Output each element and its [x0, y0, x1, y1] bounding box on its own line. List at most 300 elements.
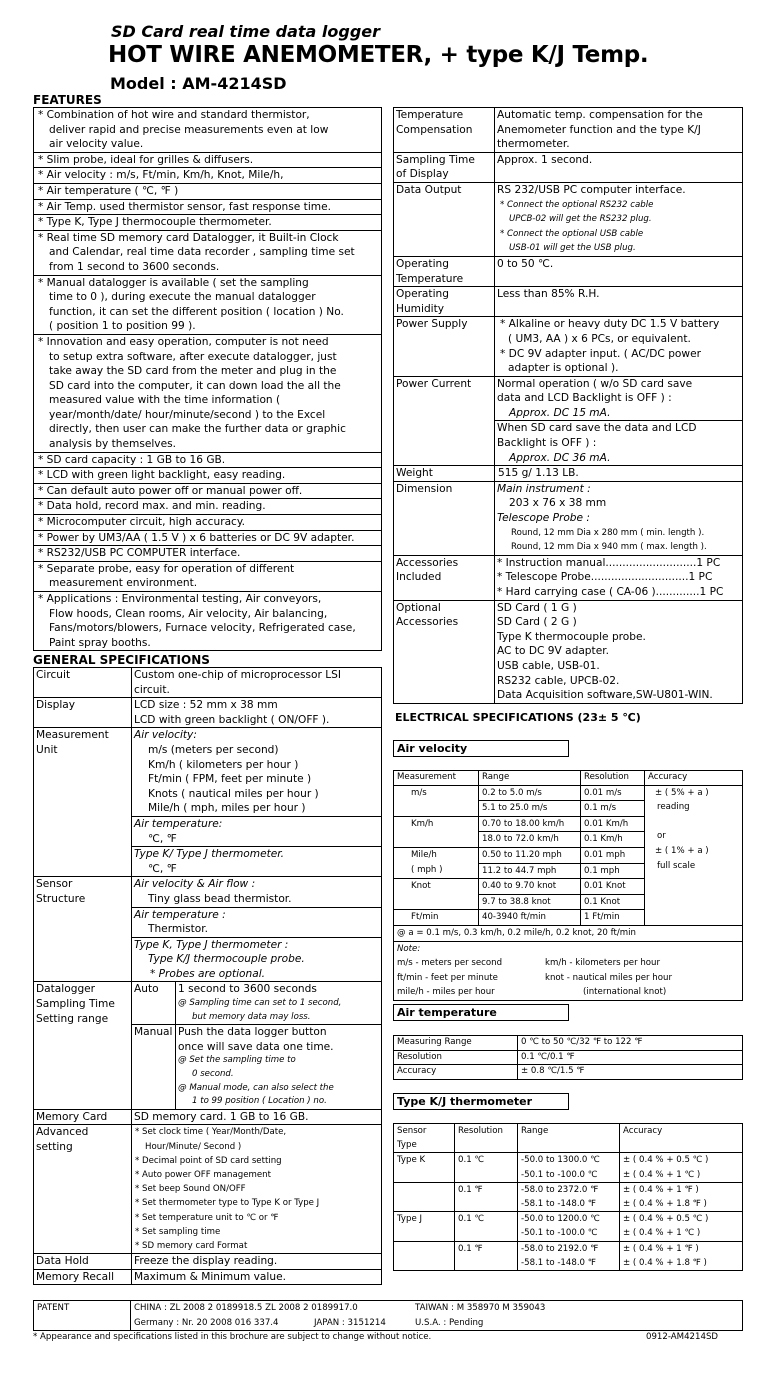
spec-label: Display [34, 698, 132, 728]
spec-note: UPCB-02 will get the RS232 plug. [509, 214, 652, 225]
range-line: -50.0 to 1200.0 ℃ [521, 1214, 600, 1225]
resolution-cell: 0.1 m/s [581, 801, 645, 817]
spec-label: Power Supply [394, 317, 495, 376]
feature-item [34, 499, 382, 515]
electrical-specs-title: ELECTRICAL SPECIFICATIONS (23± 5 ℃) [395, 711, 641, 724]
spec-line: Ft/min ( FPM, feet per minute ) [148, 773, 312, 786]
feature-text: * Innovation and easy operation, computer is not need to setup extra software, after execute datalogger, just take away the SD card from the meter and plug in the SD card into the computer, it can down load the all the measured value with the time information ( year/month/date/ hour/minute/second ) to the Excel directly, then user can make the further data or graphic analysis by themselves. [38, 335, 346, 451]
row-value: ± 0.8 ℃/1.5 ℉ [518, 1065, 743, 1080]
patent-table [33, 1300, 743, 1331]
spec-line: Thermistor. [148, 923, 209, 936]
accuracy-line: ± ( 0.4 % + 0.5 ℃ ) [623, 1155, 709, 1166]
thermometer-table [393, 1123, 743, 1271]
table-row [394, 1182, 743, 1211]
feature-row [34, 592, 382, 651]
spec-value: Maximum & Minimum value. [132, 1269, 382, 1285]
unit-cell [394, 910, 479, 926]
spec-value: Custom one-chip of microprocessor LSI circuit. [132, 668, 382, 698]
general-specs-title: GENERAL SPECIFICATIONS [33, 653, 210, 667]
spec-label-line: of Display [396, 168, 449, 181]
spec-line: * Auto power OFF management [135, 1170, 271, 1181]
range-cell [518, 1153, 620, 1182]
feature-item [34, 334, 382, 452]
general-specs-table [33, 667, 382, 1285]
range-line: -50.1 to -100.0 ℃ [521, 1169, 598, 1180]
spec-value [132, 698, 382, 728]
column-header [394, 1124, 455, 1153]
spec-note: 1 to 99 position ( Location ) no. [192, 1096, 327, 1107]
note-line: mile/h - miles per hour [397, 987, 495, 998]
spec-row-optional-accessories [394, 600, 743, 703]
spec-label-line: Accessories [396, 616, 459, 629]
accuracy-line: ± ( 0.4 % + 0.5 ℃ ) [623, 1214, 709, 1225]
accuracy-cell [620, 1182, 743, 1211]
unit-cell [394, 816, 479, 847]
feature-item [34, 199, 382, 215]
feature-item [34, 230, 382, 275]
range-cell: 18.0 to 72.0 km/h [479, 832, 581, 848]
feature-item [34, 468, 382, 484]
spec-line: Air velocity & Air flow : [134, 878, 256, 891]
spec-line: Approx. DC 36 mA. [509, 451, 611, 464]
range-cell: 0.50 to 11.20 mph [479, 847, 581, 863]
spec-note: but memory data may loss. [192, 1011, 311, 1022]
spec-line: once will save data one time. [178, 1040, 334, 1053]
spec-line: AC to DC 9V adapter. [497, 645, 609, 658]
feature-item [34, 275, 382, 334]
patent-usa: U.S.A. : Pending [415, 1317, 484, 1328]
spec-label-line: Humidity [396, 302, 445, 315]
spec-label [394, 600, 495, 703]
feature-row [34, 530, 382, 546]
feature-row [34, 183, 382, 199]
spec-row-data-output [394, 182, 743, 256]
note-line: ft/min - feet per minute [397, 972, 498, 983]
spec-label [394, 555, 495, 600]
resolution-cell: 0.1 Knot [581, 894, 645, 910]
spec-line: Round, 12 mm Dia x 280 mm ( min. length ). [511, 527, 705, 538]
table-row [394, 785, 743, 801]
note-line: km/h - kilometers per hour [545, 958, 661, 969]
feature-row [34, 483, 382, 499]
row-value: 0.1 ℃/0.1 ℉ [518, 1050, 743, 1065]
unit-label: Knot [411, 881, 431, 892]
spec-label [394, 287, 495, 317]
spec-row-operating-temp [394, 256, 743, 286]
feature-item [34, 483, 382, 499]
features-table [33, 107, 382, 651]
spec-value [132, 937, 382, 982]
spec-line: Telescope Probe : [497, 512, 590, 525]
table-row [394, 1153, 743, 1182]
brochure-title: HOT WIRE ANEMOMETER, + type K/J Temp. [108, 42, 649, 68]
spec-line: Mile/h ( mph, miles per hour ) [148, 802, 306, 815]
range-cell: 9.7 to 38.8 knot [479, 894, 581, 910]
spec-line: Backlight is OFF ) : [497, 437, 597, 450]
sensor-type-cell [394, 1241, 455, 1270]
spec-label-line: Optional [396, 601, 441, 614]
spec-line: Km/h ( kilometers per hour ) [148, 758, 299, 771]
spec-row-sampling-time [394, 152, 743, 182]
spec-label: Data Output [394, 182, 495, 256]
accuracy-line: ± ( 0.4 % + 1 ℃ ) [623, 1228, 701, 1239]
feature-row [34, 499, 382, 515]
spec-note: @ Set the sampling time to [178, 1055, 296, 1066]
feature-row [34, 108, 382, 153]
spec-note: @ Manual mode, can also select the [178, 1082, 334, 1093]
range-line: -50.1 to -100.0 ℃ [521, 1228, 598, 1239]
spec-line: Air temperature : [134, 908, 226, 921]
document-code: 0912-AM4214SD [646, 1332, 719, 1342]
feature-item [34, 546, 382, 562]
spec-line: * SD memory card Format [135, 1241, 248, 1252]
feature-item [34, 592, 382, 651]
table-row [394, 1241, 743, 1270]
unit-label: Km/h [411, 818, 434, 829]
spec-value [176, 1025, 382, 1110]
feature-text: * Power by UM3/AA ( 1.5 V ) x 6 batteries or DC 9V adapter. [38, 531, 355, 544]
patent-line [134, 1316, 739, 1331]
header-line: Sensor [397, 1126, 427, 1136]
feature-text: * Separate probe, easy for operation of different measurement environment. [38, 562, 295, 590]
accuracy-line: ± ( 5% + a ) [655, 787, 709, 798]
spec-row-weight [394, 466, 743, 482]
feature-text: * Air velocity : m/s, Ft/min, Km/h, Knot, Mile/h, [38, 169, 284, 182]
accuracy-line: ± ( 1% + a ) [655, 845, 709, 856]
table-header-row [394, 771, 743, 786]
spec-row-advanced-setting [34, 1125, 382, 1254]
feature-text: * RS232/USB PC COMPUTER interface. [38, 547, 241, 560]
table-row [394, 925, 743, 941]
spec-line: RS 232/USB PC computer interface. [497, 183, 686, 196]
spec-line: SD Card ( 1 G ) [497, 601, 577, 614]
row-label: Measuring Range [394, 1036, 518, 1051]
unit-cell [394, 847, 479, 878]
spec-label-line: Structure [36, 892, 86, 905]
feature-item [34, 515, 382, 531]
accuracy-line: reading [657, 802, 690, 813]
spec-note: USB-01 will get the USB plug. [509, 243, 636, 254]
spec-line: ℃, ℉ [148, 862, 177, 875]
resolution-cell: 0.1 ℉ [455, 1182, 518, 1211]
spec-line: Type K thermocouple probe. [497, 630, 646, 643]
resolution-cell: 0.1 Km/h [581, 832, 645, 848]
spec-sublabel: Auto [132, 982, 176, 1025]
spec-label-line: Setting range [36, 1012, 109, 1025]
spec-line: Air temperature: [134, 817, 223, 830]
spec-value: SD memory card. 1 GB to 16 GB. [132, 1109, 382, 1125]
spec-value [495, 600, 743, 703]
spec-label: Circuit [34, 668, 132, 698]
spec-line: * Set thermometer type to Type K or Type J [135, 1198, 320, 1209]
spec-line: Hour/Minute/ Second ) [145, 1141, 242, 1152]
feature-text: * Data hold, record max. and min. reading. [38, 500, 266, 513]
spec-line: RS232 cable, UPCB-02. [497, 674, 620, 687]
spec-value: 0 to 50 ℃. [495, 256, 743, 286]
spec-value [495, 317, 743, 376]
range-cell: 11.2 to 44.7 mph [479, 863, 581, 879]
spec-line: When SD card save the data and LCD [497, 422, 697, 435]
table-row [394, 1050, 743, 1065]
row-label: Resolution [394, 1050, 518, 1065]
patent-label: PATENT [34, 1301, 131, 1331]
spec-value: Freeze the display reading. [132, 1254, 382, 1270]
table-row [394, 1065, 743, 1080]
range-line: -50.0 to 1300.0 ℃ [521, 1155, 600, 1166]
note-label: Note: [397, 943, 421, 954]
feature-row [34, 452, 382, 468]
spec-line: adapter is optional ). [508, 362, 619, 375]
column-header: Range [518, 1124, 620, 1153]
patent-line [134, 1301, 739, 1316]
feature-text: * Microcomputer circuit, high accuracy. [38, 516, 246, 529]
feature-row [34, 334, 382, 452]
feature-row [34, 468, 382, 484]
spec-value [495, 555, 743, 600]
patent-values [131, 1301, 743, 1331]
row-label: Accuracy [394, 1065, 518, 1080]
spec-note: @ Sampling time can set to 1 second, [178, 998, 342, 1009]
spec-row-operating-humidity [394, 287, 743, 317]
spec-line: Normal operation ( w/o SD card save [497, 377, 693, 390]
feature-item [34, 452, 382, 468]
spec-label [34, 728, 132, 877]
spec-line: * Set sampling time [135, 1226, 221, 1237]
range-cell: 5.1 to 25.0 m/s [479, 801, 581, 817]
feature-text: * Air temperature ( ℃, ℉ ) [38, 184, 179, 197]
feature-item [34, 183, 382, 199]
unit-label: Ft/min [411, 912, 439, 923]
spec-label-line: Temperature [396, 272, 464, 285]
spec-label [394, 256, 495, 286]
feature-text: * Applications : Environmental testing, Air conveyors, Flow hoods, Clean rooms, Air velocity, Air balancing, Fans/motors/blowers, Furnace velocity, Refrigerated case, Paint spray booths. [38, 593, 356, 649]
spec-line: Type K, Type J thermometer : [134, 938, 289, 951]
spec-note: * Connect the optional USB cable [500, 228, 644, 239]
brochure-subtitle: SD Card real time data logger [111, 22, 381, 41]
spec-line: ( UM3, AA ) x 6 PCs, or equivalent. [508, 332, 691, 345]
spec-line: * Probes are optional. [150, 967, 266, 980]
range-cell [518, 1182, 620, 1211]
spec-label [394, 108, 495, 153]
spec-label [34, 1125, 132, 1254]
spec-line: m/s (meters per second) [148, 743, 279, 756]
row-value: 0 ℃ to 50 ℃/32 ℉ to 122 ℉ [518, 1036, 743, 1051]
note-line: knot - nautical miles per hour [545, 972, 672, 983]
spec-value [132, 816, 382, 846]
spec-label: Memory Recall [34, 1269, 132, 1285]
spec-value [495, 481, 743, 555]
spec-line: SD Card ( 2 G ) [497, 616, 577, 629]
spec-label: Weight [394, 466, 495, 482]
spec-value [132, 847, 382, 877]
feature-item [34, 215, 382, 231]
feature-text: * Real time SD memory card Datalogger, it Built-in Clock and Calendar, real time data recorder , sampling time set from 1 second to 3600 seconds. [38, 231, 355, 273]
header-line: Type [397, 1140, 417, 1151]
spec-label: Dimension [394, 481, 495, 555]
resolution-cell: 0.01 mph [581, 847, 645, 863]
features-title: FEATURES [33, 93, 102, 107]
feature-row [34, 546, 382, 562]
resolution-cell: 1 Ft/min [581, 910, 645, 926]
units-note-right [545, 956, 672, 1000]
spec-line: Push the data logger button [178, 1026, 327, 1039]
air-velocity-heading: Air velocity [393, 740, 569, 757]
spec-row-circuit [34, 668, 382, 698]
spec-label-line: Measurement [36, 729, 109, 742]
thermometer-heading: Type K/J thermometer [393, 1093, 569, 1110]
spec-line: Type K/ Type J thermometer. [134, 848, 285, 861]
resolution-cell: 0.01 m/s [581, 785, 645, 801]
spec-value [495, 182, 743, 256]
accuracy-line: ± ( 0.4 % + 1.8 ℉ ) [623, 1257, 707, 1268]
spec-row-memory-card [34, 1109, 382, 1125]
range-line: -58.1 to -148.0 ℉ [521, 1199, 596, 1210]
units-note [394, 941, 743, 1000]
resolution-cell: 0.1 ℉ [455, 1241, 518, 1270]
spec-value [176, 982, 382, 1025]
unit-cell [394, 879, 479, 910]
disclaimer-note: * Appearance and specifications listed in this brochure are subject to change without notice. [33, 1332, 432, 1342]
accuracy-line: ± ( 0.4 % + 1 ℉ ) [623, 1184, 699, 1195]
accuracy-cell [620, 1153, 743, 1182]
spec-value: Less than 85% R.H. [495, 287, 743, 317]
accuracy-cell [620, 1212, 743, 1241]
spec-row-display [34, 698, 382, 728]
sensor-type-cell [394, 1182, 455, 1211]
accuracy-line: full scale [657, 860, 696, 871]
spec-label: Data Hold [34, 1254, 132, 1270]
spec-line: 203 x 76 x 38 mm [509, 497, 607, 510]
patent-china: CHINA : ZL 2008 2 0189918.5 ZL 2008 2 0189917.0 [134, 1303, 358, 1313]
column-header: Accuracy [620, 1124, 743, 1153]
column-header: Accuracy [645, 771, 743, 786]
patent-japan: JAPAN : 3151214 [314, 1317, 386, 1328]
spec-label: Memory Card [34, 1109, 132, 1125]
patent-germany: Germany : Nr. 20 2008 016 337.4 [134, 1317, 279, 1328]
feature-item [34, 530, 382, 546]
range-cell [518, 1212, 620, 1241]
resolution-cell: 0.1 mph [581, 863, 645, 879]
feature-text: * Can default auto power off or manual power off. [38, 484, 303, 497]
column-header: Resolution [581, 771, 645, 786]
spec-line: Type K/J thermocouple probe. [148, 953, 305, 966]
spec-value [495, 376, 743, 421]
feature-text: * SD card capacity : 1 GB to 16 GB. [38, 453, 226, 466]
column-header: Resolution [455, 1124, 518, 1153]
spec-line: ℃, ℉ [148, 832, 177, 845]
spec-label [34, 982, 132, 1109]
accuracy-cell [620, 1241, 743, 1270]
range-line: -58.0 to 2372.0 ℉ [521, 1184, 599, 1195]
spec-label-line: Compensation [396, 123, 473, 136]
spec-value [132, 877, 382, 907]
spec-sublabel: Manual [132, 1025, 176, 1110]
accuracy-line [655, 815, 739, 830]
resolution-cell: 0.01 Km/h [581, 816, 645, 832]
air-velocity-rows [394, 785, 743, 925]
spec-label-line: Datalogger [36, 983, 96, 996]
feature-row [34, 215, 382, 231]
right-specs-table [393, 107, 743, 704]
range-cell: 0.40 to 9.70 knot [479, 879, 581, 895]
accuracy-line: ± ( 0.4 % + 1 ℉ ) [623, 1243, 699, 1254]
thermometer-rows [394, 1153, 743, 1271]
a-value-note: @ a = 0.1 m/s, 0.3 km/h, 0.2 mile/h, 0.2 knot, 20 ft/min [394, 925, 743, 941]
spec-line: * Decimal point of SD card setting [135, 1155, 282, 1166]
note-line: (international knot) [583, 987, 667, 998]
accuracy-line: ± ( 0.4 % + 1.8 ℉ ) [623, 1199, 707, 1210]
resolution-cell: 0.1 ℃ [455, 1212, 518, 1241]
spec-row-temp-compensation [394, 108, 743, 153]
feature-text: * Air Temp. used thermistor sensor, fast response time. [38, 200, 331, 213]
feature-text: * Slim probe, ideal for grilles & diffusers. [38, 153, 254, 166]
feature-item [34, 108, 382, 153]
units-note-columns [397, 956, 739, 1000]
sensor-type-cell: Type K [394, 1153, 455, 1182]
feature-item [34, 168, 382, 184]
accuracy-line: or [657, 831, 666, 842]
spec-line: * Set temperature unit to ℃ or ℉ [135, 1212, 279, 1223]
patent-row [34, 1301, 743, 1331]
spec-line: LCD with green backlight ( ON/OFF ). [134, 713, 330, 726]
spec-value [495, 421, 743, 466]
spec-row-dimension [394, 481, 743, 555]
column-header: Range [479, 771, 581, 786]
spec-value [132, 907, 382, 937]
feature-text: * Manual datalogger is available ( set the sampling time to 0 ), during execute the manual datalogger function, it can set the different position ( location ) No. ( position 1 to position 99 ). [38, 276, 344, 333]
air-velocity-table [393, 770, 743, 1001]
resolution-cell: 0.01 Knot [581, 879, 645, 895]
spec-line: Tiny glass bead thermistor. [148, 892, 292, 905]
feature-row [34, 230, 382, 275]
spec-row-sensor-structure [34, 877, 382, 907]
spec-label-line: Temperature [396, 109, 464, 121]
feature-row [34, 515, 382, 531]
spec-value: Approx. 1 second. [495, 152, 743, 182]
spec-value: Automatic temp. compensation for the Anemometer function and the type K/J thermometer. [495, 108, 743, 153]
spec-label-line: Accessories [396, 556, 459, 569]
feature-text: * Type K, Type J thermocouple thermometer. [38, 216, 272, 229]
spec-label: Power Current [394, 376, 495, 466]
feature-text: * Combination of hot wire and standard thermistor, deliver rapid and precise measurements even at low air velocity value. [38, 109, 329, 151]
spec-line: * Hard carrying case ( CA-06 ).............1 PC [497, 586, 724, 598]
spec-label-line: setting [36, 1141, 73, 1153]
column-header: Measurement [394, 771, 479, 786]
spec-row-power-current [394, 376, 743, 421]
accuracy-line: ± ( 0.4 % + 1 ℃ ) [623, 1169, 701, 1180]
table-row [394, 1212, 743, 1241]
spec-label-line: Operating [396, 288, 449, 301]
range-cell: 0.70 to 18.00 km/h [479, 816, 581, 832]
features-list [34, 108, 382, 651]
spec-row-memory-recall [34, 1269, 382, 1285]
feature-item [34, 561, 382, 591]
spec-line: Knots ( nautical miles per hour ) [148, 787, 319, 800]
sensor-type-cell: Type J [394, 1212, 455, 1241]
accuracy-cell [645, 785, 743, 925]
feature-row [34, 168, 382, 184]
resolution-cell: 0.1 ℃ [455, 1153, 518, 1182]
patent-taiwan: TAIWAN : M 358970 M 359043 [415, 1303, 546, 1313]
spec-line: * Set clock time ( Year/Month/Date, [135, 1127, 287, 1138]
spec-label-line: Sensor [36, 878, 73, 891]
spec-label [34, 877, 132, 982]
spec-line: * Instruction manual...........................1 PC [497, 556, 721, 569]
spec-note: * Connect the optional RS232 cable [500, 199, 654, 210]
spec-value [132, 1125, 382, 1254]
feature-text: * LCD with green light backlight, easy reading. [38, 469, 286, 482]
spec-line: LCD size : 52 mm x 38 mm [134, 699, 278, 712]
